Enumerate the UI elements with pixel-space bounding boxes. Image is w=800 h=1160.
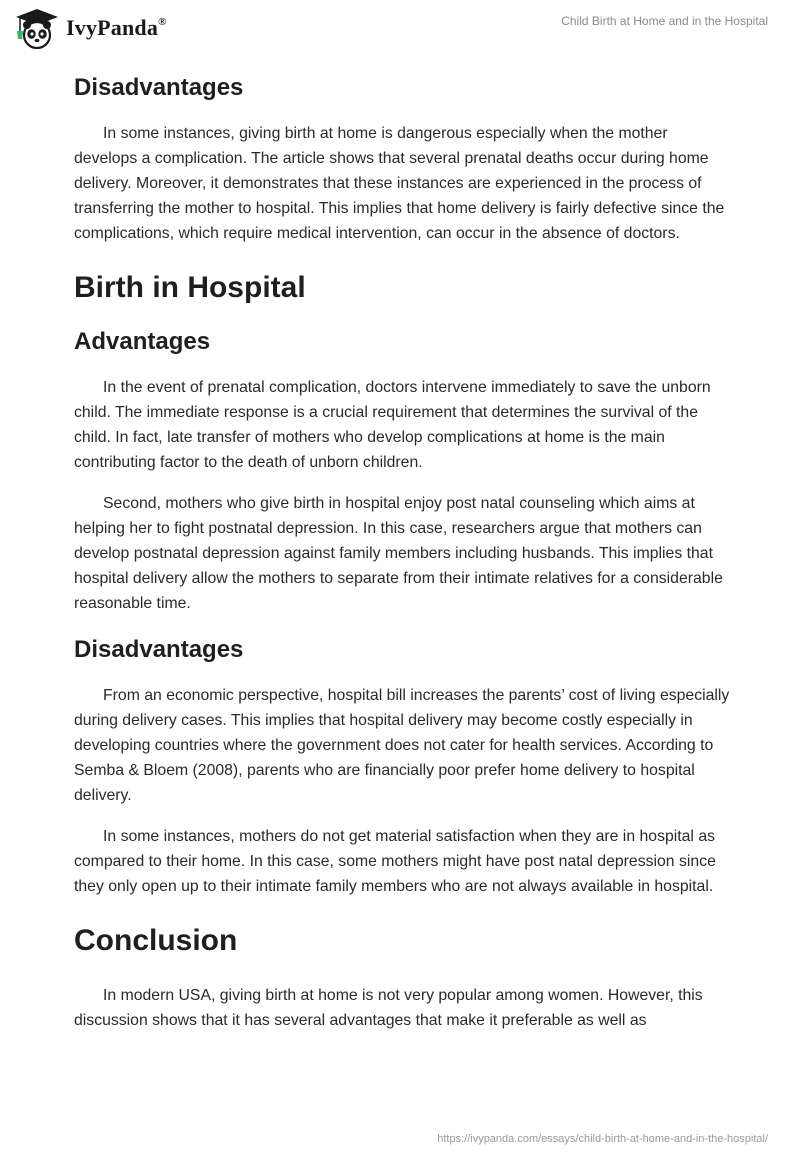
paragraph: In some instances, giving birth at home is dangerous especially when the mother develops a complication. The article shows that several prenatal deaths occur during home delivery. Moreover, it demonstrates that these instances are experienced in the process of transferring the mother to hospital. This implies that home delivery is fairly defective since the complications, which require medical intervention, can occur in the absence of doctors. xyxy=(74,125,725,242)
article-body xyxy=(74,66,730,1033)
section-heading-conclusion: Conclusion xyxy=(74,924,238,957)
brand-name: IvyPanda® xyxy=(66,15,167,40)
source-url[interactable]: https://ivypanda.com/essays/child-birth-at-home-and-in-the-hospital/ xyxy=(437,1133,768,1145)
panda-graduate-icon xyxy=(14,7,60,49)
paragraph: In some instances, mothers do not get material satisfaction when they are in hospital as compared to their home. In this case, some mothers might have post natal depression since they only open up to their intimate family members who are not always available in hospital. xyxy=(74,828,716,895)
paragraph: Second, mothers who give birth in hospital enjoy post natal counseling which aims at helping her to fight postnatal depression. In this case, researchers argue that mothers can develop postnatal depression against family members including husbands. This implies that hospital delivery allow the mothers to separate from their intimate relatives for a considerable reasonable time. xyxy=(74,495,723,612)
site-logo[interactable] xyxy=(14,7,167,49)
paragraph: In the event of prenatal complication, doctors intervene immediately to save the unborn child. The immediate response is a crucial requirement that determines the survival of the child. In fact, late transfer of mothers who develop complications at home is the main contributing factor to the death of unborn children. xyxy=(74,379,711,471)
section-heading-advantages-hospital: Advantages xyxy=(74,328,211,355)
document-title: Child Birth at Home and in the Hospital xyxy=(561,14,768,28)
paragraph: From an economic perspective, hospital bill increases the parents’ cost of living especially during delivery cases. This implies that hospital delivery may become costly especially in developing countries where the government does not cater for health services. According to Semba & Bloem (2008), parents who are financially poor prefer home delivery to hospital delivery. xyxy=(74,687,730,804)
paragraph: In modern USA, giving birth at home is not very popular among women. However, this discussion shows that it has several advantages that make it preferable as well as xyxy=(74,987,703,1029)
section-heading-disadvantages-home: Disadvantages xyxy=(74,74,244,101)
page-header xyxy=(0,0,800,56)
section-heading-disadvantages-hospital: Disadvantages xyxy=(74,636,244,663)
section-heading-birth-in-hospital: Birth in Hospital xyxy=(74,271,306,304)
